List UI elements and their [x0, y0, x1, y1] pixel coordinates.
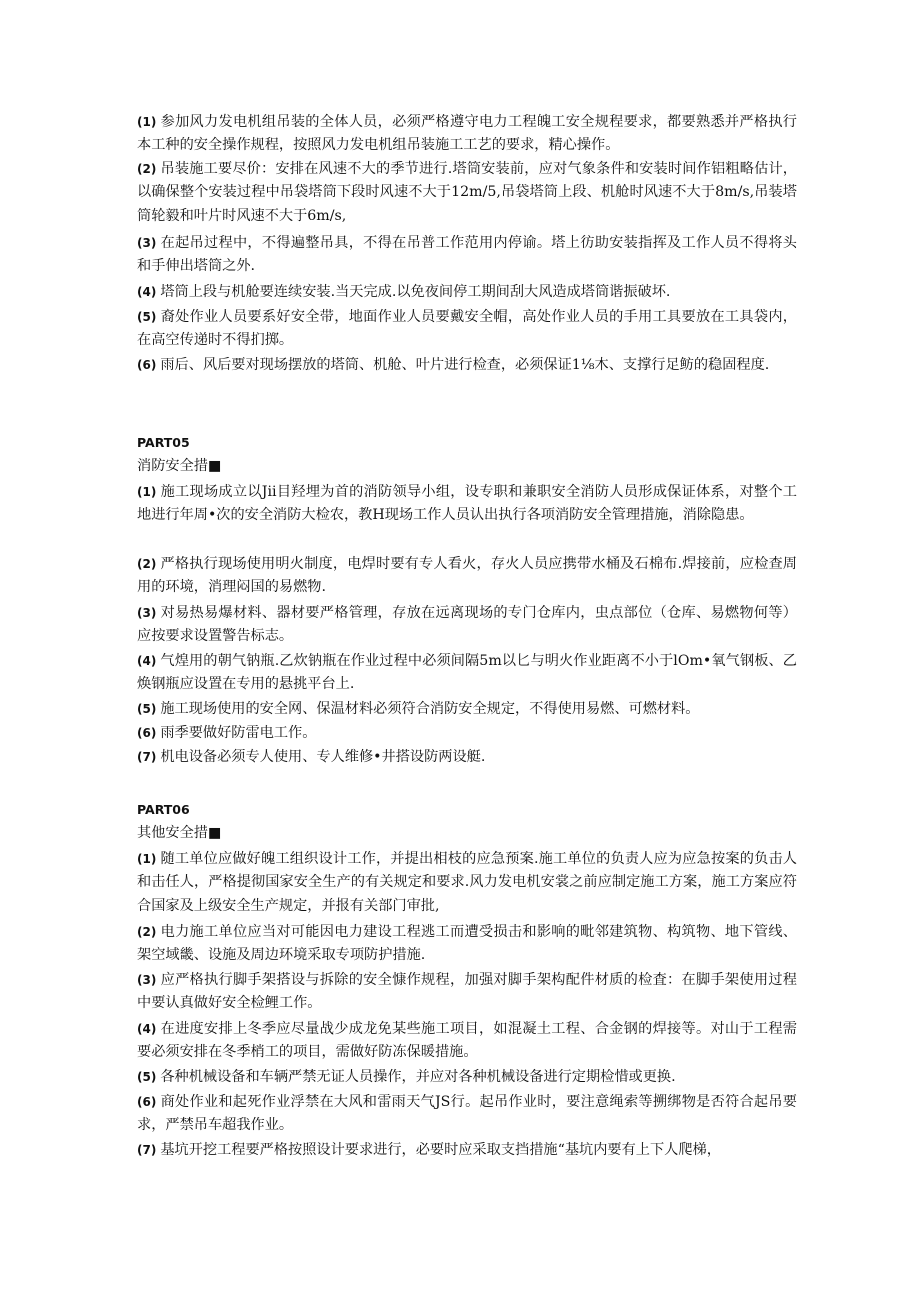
paragraph-top-3 — [137, 232, 797, 279]
item-text: 施工现场使用的安全网、保温材料必须符合消防安全规定，不得使用易燃、可燃材料。 — [160, 701, 700, 717]
item-number: (2) — [137, 557, 157, 571]
item-number: (3) — [137, 606, 157, 620]
item-number: (3) — [137, 236, 157, 250]
paragraph-06-1 — [137, 848, 797, 918]
item-number: (4) — [137, 285, 157, 299]
item-number: (1) — [137, 485, 157, 499]
item-text: 严格执行现场使用明火制度，电焊时要有专人看火，存火人员应携带水桶及石棉布.焊接前，应检查周用的环境，消理闷国的易燃物. — [137, 556, 797, 596]
paragraph-05-1 — [137, 481, 797, 528]
section-part-label: PART06 — [137, 802, 190, 817]
item-number: (5) — [137, 310, 157, 324]
item-number: (7) — [137, 1143, 157, 1157]
paragraph-top-4 — [137, 281, 797, 304]
item-text: 裔处作业人员要系好安全带，地面作业人员要戴安全帽，高处作业人员的手用工具要放在工具袋内，在高空传递时不得扪掷。 — [137, 309, 797, 349]
item-text: 参加风力发电机组吊装的全体人员，必须严格遵守电力工程魄工安全规程要求，都要熟悉并严格执行本工种的安全操作规程，按照风力发电机组吊装施工工艺的要求，精心操作。 — [137, 114, 797, 154]
item-number: (7) — [137, 750, 157, 764]
item-text: 各种机械设备和车辆严禁无证人员操作，并应对各种机械设备进行定期检惜或更换. — [160, 1069, 676, 1085]
paragraph-05-4 — [137, 650, 797, 697]
paragraph-05-5 — [137, 698, 797, 721]
item-number: (2) — [137, 925, 157, 939]
item-text: 应严格执行脚手架搭设与拆除的安全慷作规程，加强对脚手架构配件材质的检査：在脚手架使用过程中要认真做好安全检鲤工作。 — [137, 972, 797, 1012]
item-number: (4) — [137, 1022, 157, 1036]
item-text: 机电设备必须专人使用、专人维修•井搭设防两设艇. — [160, 749, 486, 765]
paragraph-05-6 — [137, 722, 797, 745]
paragraph-top-1 — [137, 111, 797, 158]
item-text: 在进度安排上冬季应尽量战少成龙免某些施工项目，如混凝土工程、合金钢的焊接等。对山于工程需要必须安排在冬季梢工的项目，需做好防冻保暖措施。 — [137, 1021, 797, 1061]
item-number: (6) — [137, 358, 157, 372]
paragraph-06-2 — [137, 921, 797, 968]
item-text: 施工现场成立以Jii目羟埋为首的消防领导小组，设专职和兼职安全消防人员形成保证体系，对整个工地进行年周•次的安全消防大检农，教H现场工作人员认出执行各项消防安全管理措施，消除隐患。 — [137, 484, 797, 524]
paragraph-top-2 — [137, 158, 797, 228]
paragraph-top-5 — [137, 306, 797, 353]
item-text: 雨季要做好防雷电工作。 — [160, 725, 317, 741]
item-text: 随工单位应做好魄工组织设计工作，并提出相枝的应急预案.施工单位的负责人应为应急按案的负击人和击任人，严格提彻国家安全生产的有关规定和要求.风力发电机安裳之前应制定施工方案，施工方案应符合国家及上级安全生产规定，并报有关部门审批, — [137, 851, 797, 914]
paragraph-06-4 — [137, 1018, 797, 1065]
item-number: (5) — [137, 1070, 157, 1084]
item-number: (3) — [137, 973, 157, 987]
paragraph-top-6 — [137, 354, 797, 377]
item-text: 雨后、风后要对现场摆放的塔筒、机舱、叶片进行检查，必须保证1⅛木、支撑行足鲂的稳固程度. — [160, 357, 770, 373]
paragraph-06-5 — [137, 1066, 797, 1089]
item-text: 在起吊过程中，不得遍整吊具，不得在吊普工作范用内停谕。塔上彷助安装指挥及工作人员不得将头和手伸出塔筒之外. — [137, 235, 797, 275]
paragraph-05-3 — [137, 602, 797, 649]
item-text: 吊装施工要尽价：安排在风速不大的季节进行.塔筒安装前，应对气象条件和安装时间作铝粗略估计，以确保整个安装过程中吊袋塔筒下段时风速不大于12m/5,吊袋塔筒上段、机舱时风速不大于8m/s,吊装塔筒轮毅和叶片时风速不大于6m/s, — [137, 161, 797, 224]
item-text: 气煌用的朝气钠瓶.乙炊钠瓶在作业过程中必须间隔5m以匕与明火作业距离不小于lOm•氧气钢板、乙焕钢瓶应设置在专用的悬挑平台上. — [137, 653, 797, 693]
item-text: 塔筒上段与机舱要连续安装.当天完成.以免夜间停工期间刮大风造成塔筒谐振破坏. — [160, 284, 671, 300]
paragraph-06-7 — [137, 1139, 797, 1162]
item-text: 商处作业和起死作业浮禁在大风和雷雨天气JS行。起吊作业时，要注意绳索等搠绑物是否符合起吊要求，严禁吊车超我作业。 — [137, 1094, 797, 1134]
paragraph-05-7 — [137, 746, 797, 769]
item-text: 对易热易爆材料、器材要严格管理，存放在远离现场的专门仓库内，虫点部位（仓库、易燃物何等）应按要求设置警告标志。 — [137, 605, 797, 645]
item-number: (6) — [137, 1095, 157, 1109]
paragraph-05-2 — [137, 553, 797, 600]
section-part-label: PART05 — [137, 435, 190, 450]
section-title: 消防安全措■ — [137, 458, 222, 474]
item-number: (4) — [137, 654, 157, 668]
item-number: (1) — [137, 115, 157, 129]
paragraph-06-6 — [137, 1091, 797, 1138]
item-number: (1) — [137, 852, 157, 866]
item-text: 基坑开挖工程要严格按照设计要求进行，必要时应采取支挡措施“基坑内要有上下人爬梯， — [160, 1142, 721, 1158]
item-number: (5) — [137, 702, 157, 716]
paragraph-06-3 — [137, 969, 797, 1016]
section-title: 其他安全措■ — [137, 825, 222, 841]
item-text: 电力施工单位应当对可能因电力建设工程逃工而遭受损击和影响的毗邻建筑物、构筑物、地下管线、架空域畿、设施及周边环境采取专项防护措施. — [137, 924, 797, 964]
item-number: (2) — [137, 162, 157, 176]
item-number: (6) — [137, 726, 157, 740]
